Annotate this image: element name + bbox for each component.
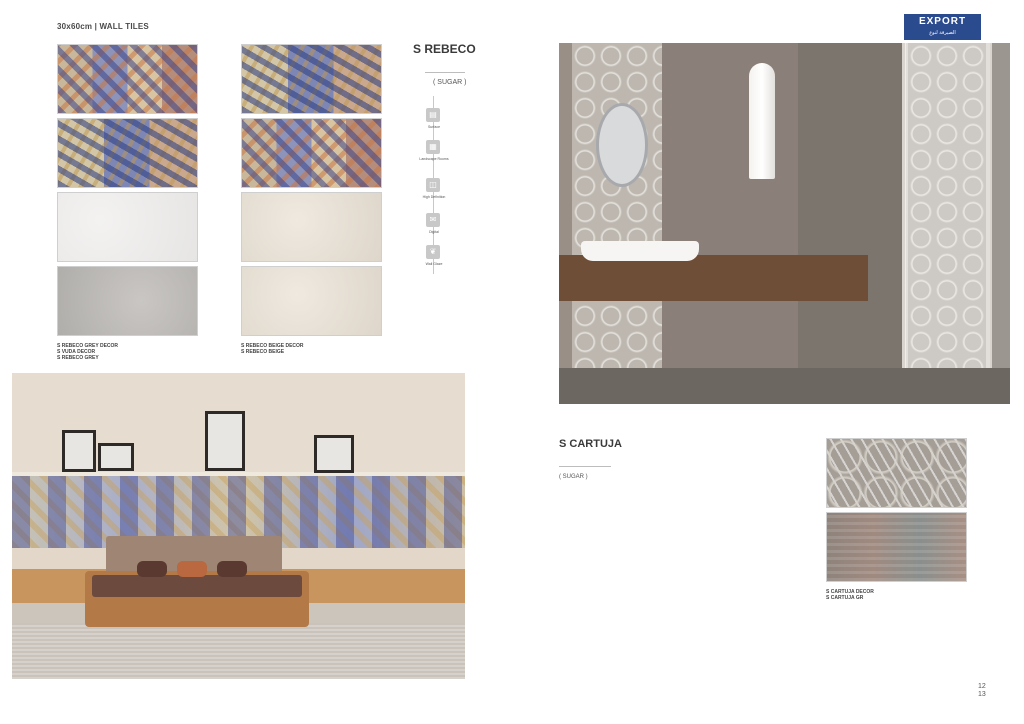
tile-swatch-grey — [57, 266, 198, 336]
pillow — [177, 561, 207, 577]
floor — [559, 368, 1010, 404]
bathroom-scene-photo — [559, 43, 1010, 404]
series-name: S REBECO — [413, 42, 476, 56]
tile-swatch-cartuja-decor — [826, 438, 967, 508]
caption-line: S VUDA DECOR — [57, 349, 96, 355]
envelope-icon: ✉ — [426, 213, 440, 227]
logo-subtext: الصيرفة لنوع — [929, 30, 956, 36]
series-finish: ( SUGAR ) — [559, 474, 588, 480]
series-name: S CARTUJA — [559, 438, 622, 450]
bedroom-scene-photo — [12, 373, 465, 679]
series-divider — [559, 466, 611, 467]
picture-frame — [205, 411, 245, 471]
tile-swatch-beige-2 — [241, 266, 382, 336]
pillow — [217, 561, 247, 577]
picture-frame — [98, 443, 134, 471]
caption-line: S CARTUJA DECOR — [826, 589, 874, 595]
caption-line: S REBECO GREY DECOR — [57, 343, 119, 349]
tile-caption-cartuja — [826, 589, 874, 601]
brand-logo — [904, 14, 981, 40]
decor-tile-panel — [572, 43, 662, 404]
tile-caption-group-1 — [57, 343, 118, 361]
section-title: 30x60cm | WALL TILES — [57, 22, 149, 31]
series-finish: ( SUGAR ) — [433, 79, 467, 86]
caption-line: S REBECO GREY — [57, 355, 99, 361]
sink — [581, 241, 699, 261]
pendant-lamp — [749, 63, 775, 179]
shower-glass — [905, 43, 990, 368]
tile-swatch-cartuja-gr — [826, 512, 967, 582]
tile-caption-group-2 — [241, 343, 304, 355]
feature-label: Wall Glaze — [425, 262, 443, 266]
tile-swatch-grey-decor-1 — [57, 44, 198, 114]
vanity-counter — [559, 255, 868, 301]
tile-swatch-beige-decor-1 — [241, 44, 382, 114]
hd-icon: ◫ — [426, 178, 440, 192]
feature-label: High Definition — [422, 195, 446, 199]
logo-text: EXPORT — [918, 16, 967, 27]
right-page — [512, 0, 1024, 724]
caption-line: S CARTUJA GR — [826, 595, 864, 601]
caption-line: S REBECO BEIGE DECOR — [241, 343, 304, 349]
feature-label: Digital — [429, 230, 439, 234]
oval-mirror — [596, 103, 648, 187]
feature-label: Surface — [427, 125, 441, 129]
caption-line: S REBECO BEIGE — [241, 349, 285, 355]
series-divider — [425, 72, 465, 73]
tile-swatch-grey-decor-2 — [57, 118, 198, 188]
feature-label: Landscape Rooms — [419, 157, 449, 161]
picture-frame — [314, 435, 354, 473]
tile-swatch-white — [57, 192, 198, 262]
rug — [12, 623, 465, 679]
leaf-icon: ❦ — [426, 245, 440, 259]
tile-swatch-beige-decor-2 — [241, 118, 382, 188]
tile-swatch-beige-1 — [241, 192, 382, 262]
shield-icon: ▤ — [426, 108, 440, 122]
page-number — [978, 683, 986, 699]
picture-frame — [62, 430, 96, 472]
pillow — [137, 561, 167, 577]
page-number-top: 12 — [978, 683, 986, 690]
page-number-bottom: 13 — [978, 691, 986, 698]
blanket — [92, 575, 302, 597]
grid-icon: ▦ — [426, 140, 440, 154]
